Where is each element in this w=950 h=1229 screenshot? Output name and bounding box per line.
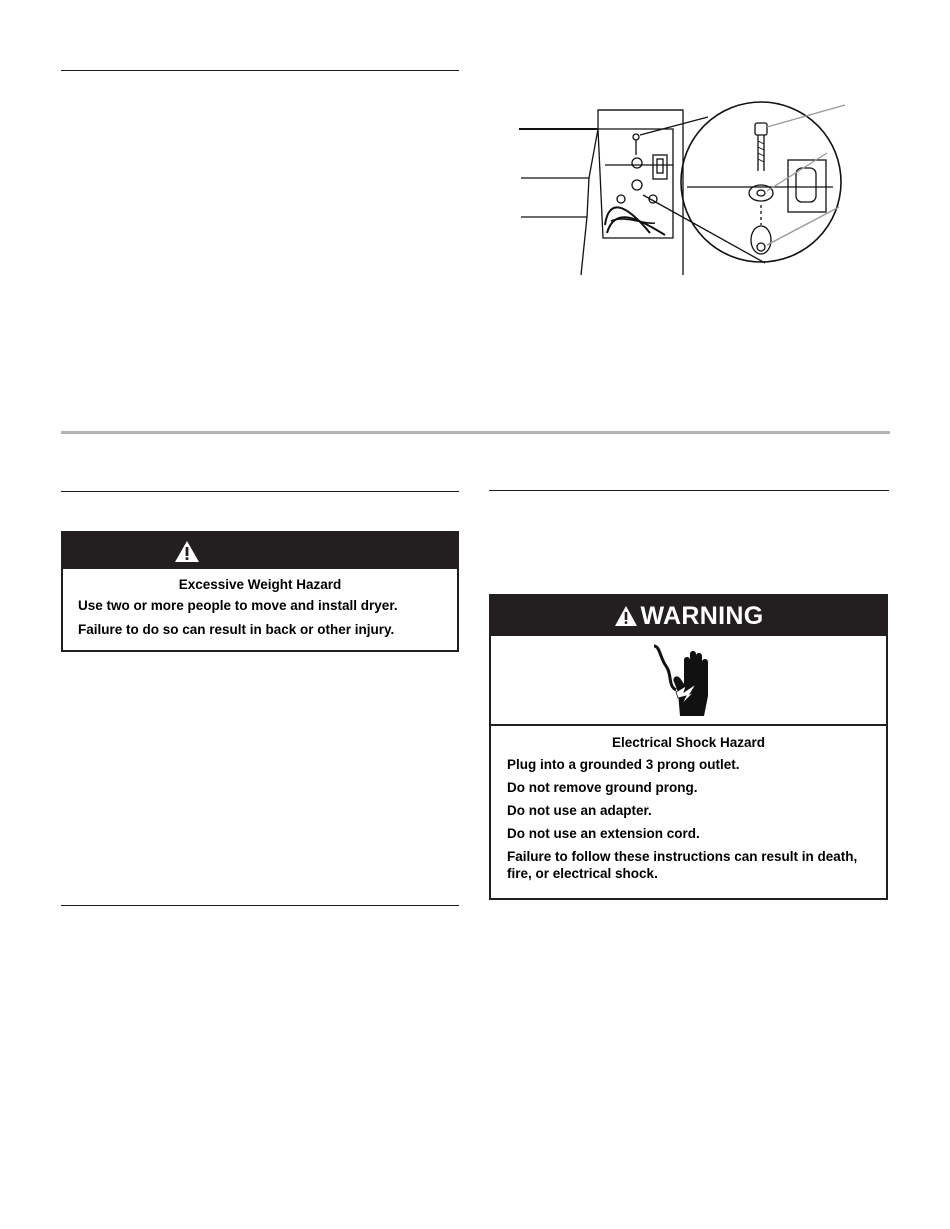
weight-hazard-line: Use two or more people to move and install dryer. <box>78 598 398 613</box>
weight-hazard-header <box>63 533 457 569</box>
electric-shock-hand-icon <box>646 640 726 720</box>
warning-header <box>491 596 886 636</box>
warning-word: WARNING <box>640 601 764 630</box>
weight-hazard-title: Excessive Weight Hazard <box>178 577 342 592</box>
right-section-rule <box>489 490 889 491</box>
top-section-rule <box>61 70 459 71</box>
shock-hazard-box <box>489 594 888 900</box>
weight-hazard-box <box>61 531 459 652</box>
shock-hazard-line: Do not use an extension cord. <box>507 826 700 841</box>
shock-hazard-line: Failure to follow these instructions can result in death, <box>507 849 858 864</box>
weight-hazard-line: Failure to do so can result in back or other injury. <box>78 622 395 637</box>
left-section-rule <box>61 491 459 492</box>
hazard-triangle-icon <box>174 540 200 563</box>
shock-hazard-line: fire, or electrical shock. <box>507 866 658 881</box>
section-separator <box>61 431 890 434</box>
shock-hazard-line: Plug into a grounded 3 prong outlet. <box>507 757 740 772</box>
dryer-assembly-illustration <box>515 95 855 277</box>
shock-icon-area <box>491 636 886 726</box>
shock-hazard-line: Do not remove ground prong. <box>507 780 698 795</box>
shock-hazard-title: Electrical Shock Hazard <box>611 735 766 750</box>
shock-hazard-line: Do not use an adapter. <box>507 803 652 818</box>
warning-triangle-icon <box>614 605 638 627</box>
left-bottom-rule <box>61 905 459 906</box>
